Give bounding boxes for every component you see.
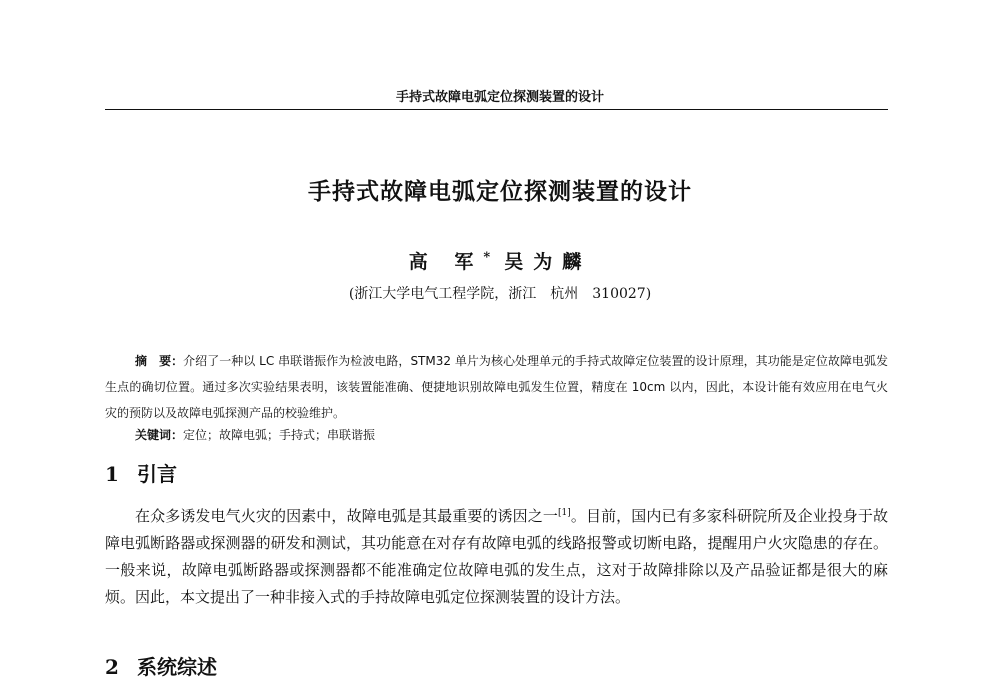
running-header: 手持式故障电弧定位探测装置的设计 [395, 90, 604, 105]
paragraph-text-cont: 。目前，国内已有多家科研院所及企业投身于故障电弧断路器或探测器的研发和测试，其功能意在对存有故障电弧的线路报警或切断电路，提醒用户火灾隐患的存在。一般来说，故障电弧断路器或探测器都不能准确定位故障电弧的发生点，这对于故障排除以及产品验证都是很大的麻烦。因此，本文提出了一种非接入式的手持故障电弧定位探测装置的设计方法。 [105, 507, 888, 606]
section-title: 引言 [137, 462, 177, 486]
section-heading-overview [105, 651, 217, 680]
paper-title: 手持式故障电弧定位探测装置的设计 [308, 179, 692, 205]
section-heading-introduction [105, 458, 177, 487]
keywords-label: 关键词： [135, 428, 184, 442]
introduction-body [105, 500, 888, 611]
section-title: 系统综述 [137, 655, 217, 679]
citation: [1] [558, 508, 571, 518]
paragraph-text: 在众多诱发电气火灾的因素中，故障电弧是其最重要的诱因之一 [135, 507, 558, 525]
abstract [105, 348, 888, 426]
abstract-label: 摘 要： [135, 354, 184, 368]
abstract-text: 介绍了一种以 LC 串联谐振作为检波电路，STM32 单片为核心处理单元的手持式故障定位装置的设计原理，其功能是定位故障电弧发生点的确切位置。通过多次实验结果表明，该装置能准确、便捷地识别故障电弧发生位置，精度在 10cm 以内，因此，本设计能有效应用在电气火灾的预防以及故障电弧探测产品的校验维护。 [105, 354, 888, 420]
section-number: 1 [105, 462, 119, 486]
section-number: 2 [105, 655, 119, 679]
affiliation: (浙江大学电气工程学院，浙江 杭州 310027) [348, 286, 652, 302]
keywords-text: 定位；故障电弧；手持式；串联谐振 [183, 428, 376, 442]
keywords [105, 424, 888, 446]
abstract-paragraph [105, 348, 888, 426]
author-first: 高 军 [408, 251, 484, 273]
author-second: 吴为麟 [504, 251, 592, 273]
author-line [0, 247, 1000, 274]
author-first-mark: * [483, 249, 491, 265]
body-paragraph [105, 500, 888, 611]
header-rule [105, 109, 888, 110]
